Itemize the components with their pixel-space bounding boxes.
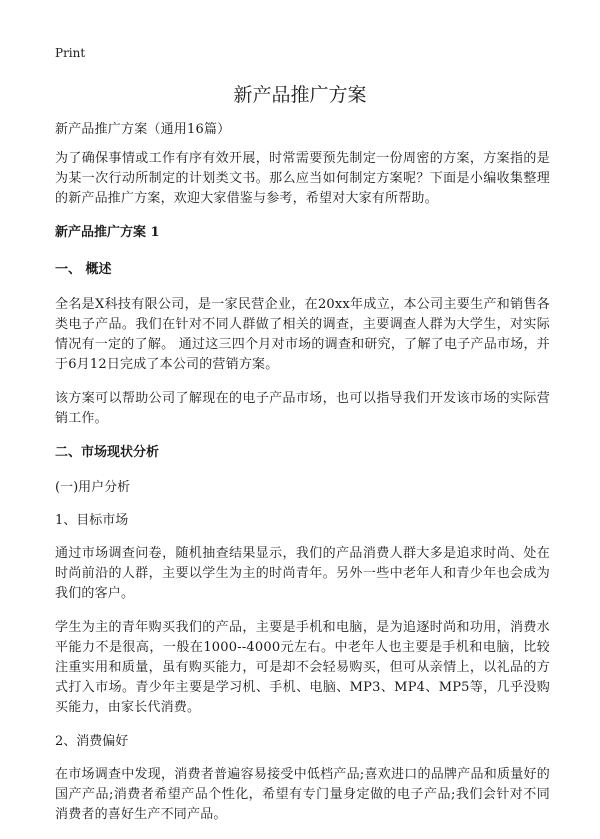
document-subtitle: 新产品推广方案（通用16篇） [55, 122, 231, 137]
subsection-heading-user-analysis: (一)用户分析 [55, 480, 131, 495]
page-title: 新产品推广方案 [233, 84, 367, 106]
document-body [55, 120, 550, 839]
section-heading-market-analysis: 二、市场现状分析 [55, 445, 160, 460]
overview-paragraph-1: 全名是X科技有限公司，是一家民营企业，在20xx年成立，本公司主要生产和销售各类电子产品。我们在针对不同人群做了相关的调查，主要调查人群为大学生，对实际情况有一定的了解。 通过这三四个月对市场的调查和研究，了解了电子产品市场，并于6月12日完成了本公司的营销方案。 [55, 297, 550, 372]
item-heading-target-market: 1、目标市场 [55, 513, 129, 528]
consumer-preference-paragraph: 在市场调查中发现，消费者普遍容易接受中低档产品;喜欢进口的品牌产品和质量好的国产产品;消费者希望产品个性化，希望有专门量身定做的电子产品;我们会针对不同消费者的喜好生产不同产品。 [55, 767, 550, 822]
target-market-paragraph-1: 通过市场调查问卷，随机抽查结果显示，我们的产品消费人群大多是追求时尚、处在时尚前沿的人群，主要以学生为主的时尚青年。另外一些中老年人和青少年也会成为我们的客户。 [55, 546, 550, 601]
overview-paragraph-2: 该方案可以帮助公司了解现在的电子产品市场，也可以指导我们开发该市场的实际营销工作。 [55, 391, 550, 426]
intro-paragraph: 为了确保事情或工作有序有效开展，时常需要预先制定一份周密的方案，方案指的是为某一次行动所制定的计划类文书。那么应当如何制定方案呢？下面是小编收集整理的新产品推广方案，欢迎大家借鉴与参考，希望对大家有所帮助。 [55, 151, 550, 206]
print-link[interactable]: Print [55, 46, 86, 60]
item-heading-consumer-preference: 2、消费偏好 [55, 734, 129, 749]
section-heading-overview: 一、 概述 [55, 262, 112, 277]
article-heading: 新产品推广方案 1 [55, 225, 160, 240]
target-market-paragraph-2: 学生为主的青年购买我们的产品，主要是手机和电脑，是为追逐时尚和功用，消费水平能力不是很高，一般在1000--4000元左右。中老年人也主要是手机和电脑，比较注重实用和质量，虽有购买能力，可是却不会轻易购买，但可从亲情上，以礼品的方式打入市场。青少年主要是学习机、手机、电脑、MP3、MP4、MP5等，几乎没购买能力，由家长代消费。 [55, 620, 550, 715]
